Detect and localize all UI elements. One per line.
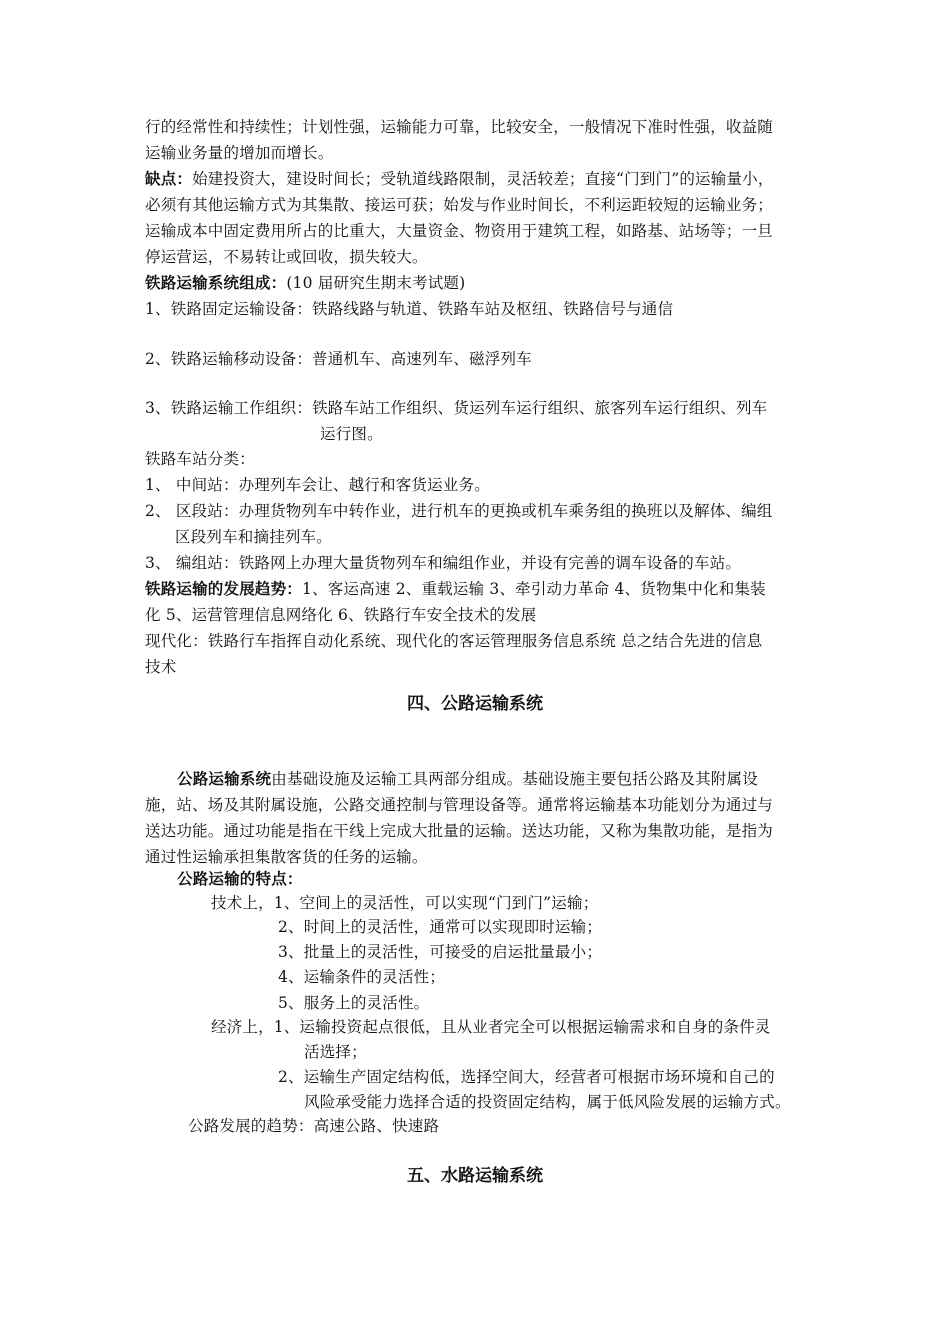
road-paragraph-line xyxy=(177,766,758,792)
station-item-1: 1、 中间站：办理列车会让、越行和客货运业务。 xyxy=(145,476,490,494)
road-trend: 公路发展的趋势：高速公路、快速路 xyxy=(188,1117,440,1135)
composition-title xyxy=(145,270,465,296)
tech-feature-5: 5、服务上的灵活性。 xyxy=(278,994,430,1012)
composition-item-2: 2、铁路运输移动设备：普通机车、高速列车、磁浮列车 xyxy=(145,350,532,368)
composition-note: (10 届研究生期末考试题) xyxy=(286,274,466,292)
road-features-label: 公路运输的特点： xyxy=(177,869,303,888)
composition-item-3-label: 3、铁路运输工作组织： xyxy=(145,399,313,417)
text-line: 通过性运输承担集散客货的任务的运输。 xyxy=(145,848,428,866)
text-line: 化 5、运营管理信息网络化 6、铁路行车安全技术的发展 xyxy=(145,606,537,624)
econ-feature-1: 经济上，1、运输投资起点很低，且从业者完全可以根据运输需求和自身的条件灵 xyxy=(211,1018,771,1036)
trends-text: 1、客运高速 2、重载运输 3、牵引动力革命 4、货物集中化和集装 xyxy=(302,580,766,598)
econ-feature-2: 2、运输生产固定结构低，选择空间大，经营者可根据市场环境和自己的 xyxy=(278,1068,775,1086)
text-line: 活选择； xyxy=(304,1043,367,1061)
text-line: 停运营运，不易转让或回收，损失较大。 xyxy=(145,248,428,266)
text-line: 运行图。 xyxy=(320,425,383,443)
text-line: 技术 xyxy=(145,658,177,676)
text-line: 运输业务量的增加而增长。 xyxy=(145,144,334,162)
text-line: 送达功能。通过功能是指在干线上完成大批量的运输。送达功能，又称为集散功能，是指为 xyxy=(145,822,774,840)
trends-paragraph-line xyxy=(145,576,766,602)
composition-item-1: 1、铁路固定运输设备：铁路线路与轨道、铁路车站及枢纽、铁路信号与通信 xyxy=(145,300,674,318)
station-item-3: 3、 编组站：铁路网上办理大量货物列车和编组作业，并设有完善的调车设备的车站。 xyxy=(145,554,742,572)
tech-feature-3: 3、批量上的灵活性，可接受的启运批量最小； xyxy=(278,943,603,961)
section-heading-4: 四、公路运输系统 xyxy=(407,694,543,714)
composition-item-3 xyxy=(145,395,767,421)
text-line: 施，站、场及其附属设施，公路交通控制与管理设备等。通常将运输基本功能划分为通过与 xyxy=(145,796,774,814)
trends-label: 铁路运输的发展趋势： xyxy=(145,579,303,598)
text-line: 行的经常性和持续性；计划性强，运输能力可靠，比较安全，一般情况下准时性强，收益随 xyxy=(145,118,774,136)
cons-paragraph-line xyxy=(145,166,774,192)
cons-label: 缺点： xyxy=(145,169,193,188)
stations-title: 铁路车站分类： xyxy=(145,450,255,468)
tech-feature-1: 技术上，1、空间上的灵活性，可以实现“门到门”运输； xyxy=(211,894,599,912)
road-lead: 公路运输系统 xyxy=(177,769,272,788)
text-line: 区段列车和摘挂列车。 xyxy=(175,528,333,546)
road-text: 由基础设施及运输工具两部分组成。基础设施主要包括公路及其附属设 xyxy=(271,770,758,788)
tech-feature-4: 4、运输条件的灵活性； xyxy=(278,968,446,986)
text-line: 风险承受能力选择合适的投资固定结构，属于低风险发展的运输方式。 xyxy=(304,1093,791,1111)
composition-label: 铁路运输系统组成： xyxy=(145,273,287,292)
section-heading-5: 五、水路运输系统 xyxy=(407,1166,543,1186)
text-line: 必须有其他运输方式为其集散、接运可获；始发与作业时间长，不利运距较短的运输业务； xyxy=(145,196,774,214)
modern-line: 现代化：铁路行车指挥自动化系统、现代化的客运管理服务信息系统 总之结合先进的信息 xyxy=(145,632,763,650)
text-line: 运输成本中固定费用所占的比重大，大量资金、物资用于建筑工程，如路基、站场等；一旦 xyxy=(145,222,774,240)
composition-item-3-text: 铁路车站工作组织、货运列车运行组织、旅客列车运行组织、列车 xyxy=(312,399,768,417)
station-item-2: 2、 区段站：办理货物列车中转作业，进行机车的更换或机车乘务组的换班以及解体、编组 xyxy=(145,502,773,520)
cons-text: 始建投资大，建设时间长；受轨道线路限制，灵活较差；直接“门到门”的运输量小， xyxy=(192,170,774,188)
tech-feature-2: 2、时间上的灵活性，通常可以实现即时运输； xyxy=(278,918,603,936)
